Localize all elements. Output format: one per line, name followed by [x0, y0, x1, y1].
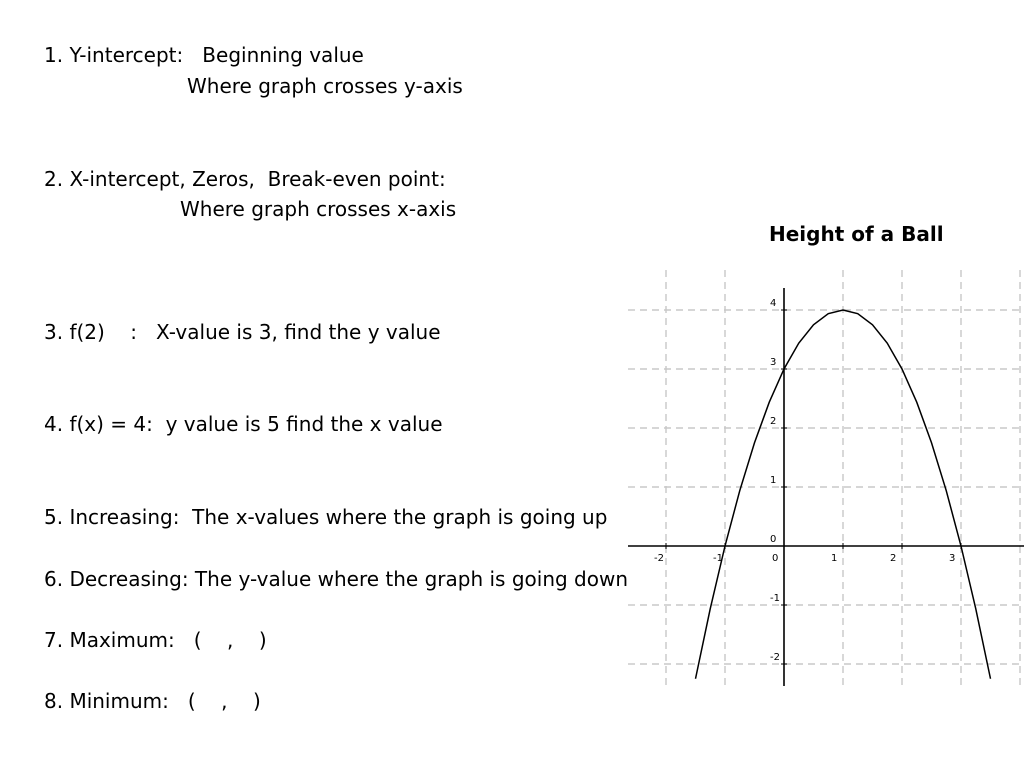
y-tick-label: 1 — [770, 475, 777, 486]
chart-title: Height of a Ball — [769, 222, 944, 246]
tick-labels — [654, 298, 955, 663]
y-tick-label: 4 — [770, 298, 777, 309]
y-tick-label: 2 — [770, 416, 777, 427]
y-tick-label: 0 — [770, 534, 777, 545]
item-1-detail: Where graph crosses y-axis — [187, 74, 463, 98]
x-tick-label: 1 — [831, 553, 838, 564]
x-tick-label: 2 — [890, 553, 897, 564]
x-tick-label: -2 — [654, 553, 664, 564]
item-4: 4. f(x) = 4: y value is 5 find the x value — [44, 412, 443, 436]
y-tick-label: 3 — [770, 357, 777, 368]
item-7: 7. Maximum: ( , ) — [44, 628, 267, 652]
y-tick-label: -2 — [770, 652, 780, 663]
item-6: 6. Decreasing: The y-value where the graph is going down — [44, 567, 629, 591]
x-tick-label: -1 — [713, 553, 723, 564]
grid-lines — [628, 270, 1024, 686]
y-tick-label: -1 — [770, 593, 780, 604]
item-3: 3. f(2) : X-value is 3, find the y value — [44, 320, 441, 344]
x-tick-label: 3 — [949, 553, 956, 564]
item-2-detail: Where graph crosses x-axis — [180, 197, 457, 221]
x-tick-label: 0 — [772, 553, 779, 564]
item-1-label: 1. Y-intercept: Beginning value — [44, 43, 364, 67]
item-2-label: 2. X-intercept, Zeros, Break-even point: — [44, 167, 446, 191]
item-5: 5. Increasing: The x-values where the graph is going up — [44, 505, 608, 529]
item-8: 8. Minimum: ( , ) — [44, 689, 261, 713]
